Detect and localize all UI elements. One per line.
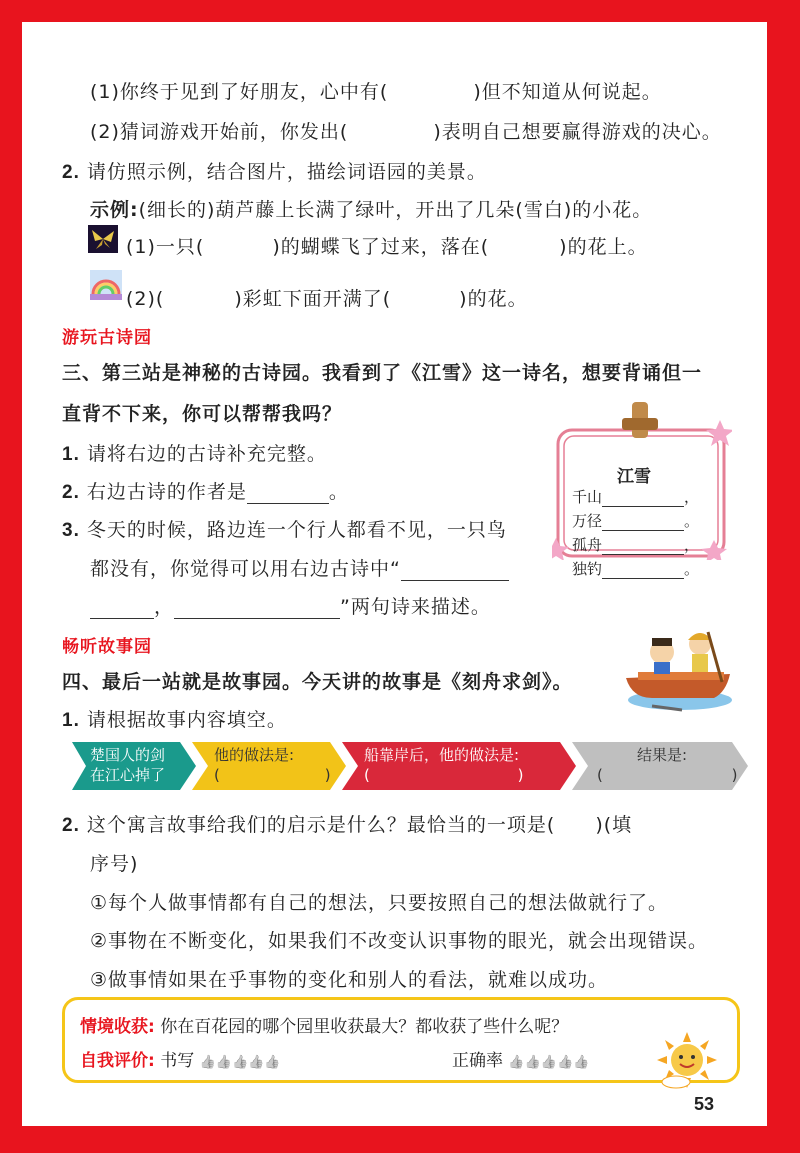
section-heading-poem-garden: 游玩古诗园 — [62, 328, 152, 348]
text: ， — [684, 536, 700, 554]
section3-intro-2: 直背不下来，你可以帮帮我吗？ — [62, 403, 343, 425]
option-2[interactable]: ②事物在不断变化，如果我们不改变认识事物的眼光，就会出现错误。 — [90, 930, 709, 952]
flow-text: 他的做法是: — [214, 746, 295, 764]
text: )但不知道从何说起。 — [473, 81, 662, 103]
flow-answer[interactable]: ( ) — [214, 766, 331, 784]
s3-question-3 — [62, 515, 507, 542]
s3-question-1 — [62, 439, 327, 466]
text: 。 — [328, 481, 349, 503]
question-number: 3. — [62, 520, 80, 541]
question-text: 请将右边的古诗补充完整。 — [86, 443, 327, 465]
rainbow-icon — [90, 270, 122, 300]
flow-answer[interactable]: ( ) — [364, 766, 524, 784]
poem-line-4 — [572, 558, 699, 579]
text: (1)一只( — [126, 236, 205, 258]
self-eval-label: 自我评价: — [80, 1051, 155, 1071]
flow-text: 结果是: — [637, 746, 688, 764]
option-1[interactable]: ①每个人做事情都有自己的想法，只要按照自己的想法做就行了。 — [90, 892, 669, 914]
question-number: 2. — [62, 815, 80, 836]
question-text: 都没有，你觉得可以用右边古诗中“ — [90, 558, 401, 580]
question-text: 请根据故事内容填空。 — [86, 709, 287, 731]
s3-question-3-line3 — [90, 592, 491, 619]
s3-question-3-line2 — [90, 554, 509, 581]
harvest-text: 你在百花园的哪个园里收获最大？都收获了些什么呢？ — [160, 1017, 569, 1037]
section3-intro-1: 三、第三站是神秘的古诗园。我看到了《江雪》这一诗名，想要背诵但一 — [62, 362, 703, 384]
accuracy-row — [452, 1046, 589, 1071]
q1-sub1 — [90, 77, 662, 104]
text: (2)猜词游戏开始前，你发出( — [90, 121, 349, 143]
q1-sub2 — [90, 117, 722, 144]
text: )表明自己想要赢得游戏的决心。 — [433, 121, 722, 143]
section-heading-story-garden: 畅听故事园 — [62, 637, 152, 657]
poem-line-3 — [572, 534, 699, 555]
poem-line-start: 孤舟 — [572, 536, 603, 554]
poem-title: 江雪 — [617, 467, 651, 487]
text: ， — [154, 596, 175, 618]
text: (2)( — [126, 288, 165, 310]
text: ”两句诗来描述。 — [340, 596, 491, 618]
boat-illustration — [622, 622, 732, 714]
poem-blank[interactable] — [602, 514, 684, 531]
workbook-page — [22, 22, 767, 1126]
sun-icon — [652, 1030, 722, 1090]
s4-question-1 — [62, 705, 287, 732]
flow-text: 船靠岸后，他的做法是: — [364, 746, 520, 764]
option-3[interactable]: ③做事情如果在乎事物的变化和别人的看法，就难以成功。 — [90, 969, 609, 991]
text: (1)你终于见到了好朋友，心中有( — [90, 81, 389, 103]
item-2 — [126, 284, 528, 311]
self-eval-row — [80, 1046, 281, 1071]
question-text: 右边古诗的作者是 — [86, 481, 247, 503]
flow-step-2[interactable] — [214, 745, 331, 785]
question-2 — [62, 157, 487, 184]
question-number: 1. — [62, 444, 80, 465]
s4-question-2-line2: 序号) — [90, 853, 139, 875]
example-text: (细长的)葫芦藤上长满了绿叶，开出了几朵(雪白)的小花。 — [138, 199, 653, 221]
question-number: 2. — [62, 162, 80, 183]
text: 。 — [684, 560, 700, 578]
writing-label: 书写 — [160, 1051, 195, 1071]
text: )彩虹下面开满了( — [234, 288, 392, 310]
poem-line-start: 万径 — [572, 512, 603, 530]
text: ， — [684, 488, 700, 506]
s3-question-2 — [62, 477, 349, 504]
writing-rating-icons[interactable]: 👍👍👍👍👍 — [199, 1055, 281, 1070]
flow-step-3[interactable] — [364, 745, 524, 785]
harvest-label: 情境收获: — [80, 1017, 155, 1037]
item-1 — [126, 232, 648, 259]
poem-line-1 — [572, 486, 699, 507]
accuracy-label: 正确率 — [452, 1051, 503, 1071]
text: )的蝴蝶飞了过来，落在( — [272, 236, 490, 258]
page-number: 53 — [694, 1094, 715, 1114]
accuracy-rating-icons[interactable]: 👍👍👍👍👍 — [508, 1055, 590, 1070]
flow-answer[interactable]: ( ) — [597, 766, 738, 784]
flow-text: 在江心掉了 — [90, 766, 166, 784]
text: 。 — [684, 512, 700, 530]
text: )的花。 — [459, 288, 528, 310]
answer-blank[interactable] — [90, 600, 154, 619]
flow-step-4[interactable] — [597, 745, 737, 785]
flow-step-1 — [90, 745, 165, 785]
question-text: 请仿照示例，结合图片，描绘词语园的美景。 — [86, 161, 487, 183]
poem-line-2 — [572, 510, 699, 531]
section4-intro: 四、最后一站就是故事园。今天讲的故事是《刻舟求剑》。 — [62, 671, 573, 693]
poem-blank[interactable] — [602, 538, 684, 555]
flow-text: 楚国人的剑 — [90, 746, 166, 764]
question-number: 2. — [62, 482, 80, 503]
poem-blank[interactable] — [602, 490, 684, 507]
poem-line-start: 独钓 — [572, 560, 603, 578]
example-line — [90, 195, 652, 222]
author-blank[interactable] — [247, 485, 329, 504]
harvest-row — [80, 1012, 568, 1037]
poem-blank[interactable] — [602, 562, 684, 579]
question-number: 1. — [62, 710, 80, 731]
butterfly-icon — [88, 225, 118, 253]
poem-line-start: 千山 — [572, 488, 603, 506]
answer-blank[interactable] — [401, 562, 509, 581]
question-text: 这个寓言故事给我们的启示是什么？最恰当的一项是( — [86, 814, 556, 836]
answer-blank[interactable] — [174, 600, 340, 619]
question-text: 冬天的时候，路边连一个行人都看不见，一只鸟 — [86, 519, 507, 541]
s4-question-2 — [62, 810, 632, 837]
question-text: )(填 — [595, 814, 633, 836]
text: )的花上。 — [559, 236, 648, 258]
example-label: 示例: — [90, 199, 139, 221]
